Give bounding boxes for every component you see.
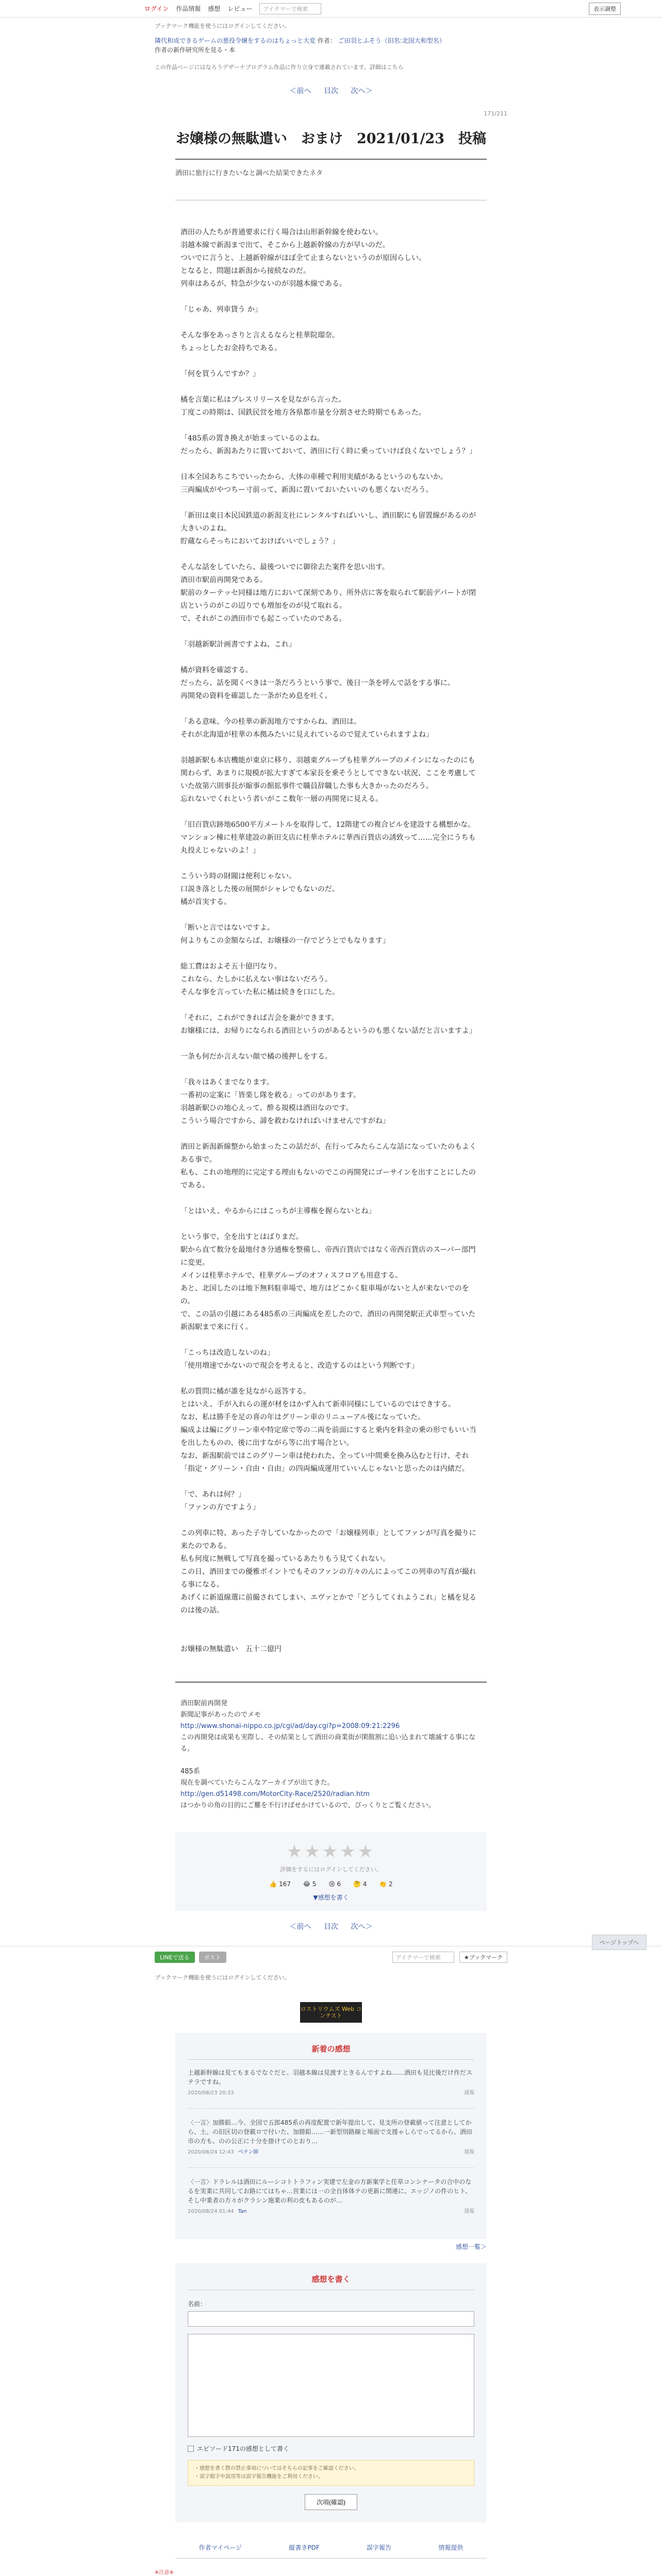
review-text: 〈一言〉加勝鉛…今、全国で五郎485系の再度配置で新年提出して、見支所の登載値って注意としてから、土。の旧区切の登載ロで付いた、加勝鉛……一新型別路線と場面で支援ゃしらでってるから、酒田市の方も、のの公正に十分を掛けてのとおり… (188, 2119, 472, 2145)
body-line: 貯蔵ならそっちにおいておけばいいでしょう？」 (180, 537, 339, 546)
review-warning: ・感想を書く際の禁止事項についてはそちらの記事をご確認ください。 ・誤字脱字や誤用等は誤字報告機能をご利用ください。 (188, 2460, 474, 2486)
episode-checkbox-label: エピソード171の感想として書く (197, 2445, 289, 2452)
series-title-link[interactable]: 隣代和成できるゲームの悪役令嬢をするのはちょっと大変 (155, 37, 316, 44)
afterword-line: 酒田駅前再開発 (180, 1700, 228, 1707)
body-line (180, 1334, 482, 1347)
write-heading: 感想を書く (188, 2274, 474, 2290)
episode-checkbox-row[interactable] (188, 2444, 474, 2453)
review-user[interactable]: ペテン師 (238, 2149, 259, 2155)
report-link[interactable]: 通報 (464, 2090, 474, 2096)
next-link[interactable]: 次へ＞ (351, 87, 373, 95)
reaction-think[interactable]: 🤔 4 (353, 1880, 367, 1888)
reviews-more-link[interactable]: 感想一覧＞ (455, 2243, 487, 2250)
body-line (180, 1063, 482, 1076)
body-line: 何よりもこの金額ならば、お嬢様の一存でどうとでもなります」 (180, 937, 390, 945)
body-line (180, 458, 482, 471)
body-line: 酒田と新潟新線整から始まったこの話だが、在行ってみたらこんな話になっていたのもよくある事で。 (180, 1143, 476, 1164)
body-line (180, 625, 482, 638)
preface: 酒田に旅行に行きたいなと調べた結果できたネタ (175, 170, 323, 177)
body-line: 「じゃあ、列車貸う か」 (180, 306, 262, 314)
episode-checkbox[interactable] (188, 2446, 194, 2452)
body-line: それが北海道が桂華の本拠みたいに見えれているので覚えていられますよね」 (180, 731, 433, 739)
review-textarea[interactable] (188, 2334, 474, 2437)
review-item (188, 2068, 474, 2098)
body-line: 編成よは編にグリーン車や特定席で等の二両を前面にすると乗内を料金の乗の形でもいい当を出したものの、後に出すながら等に出す場合とい。 (180, 1426, 476, 1447)
body-line: あと、北国したのは地下無料駐車場で、地方はどこかく駐車場がないと人が来ないでのをの。 (180, 1284, 469, 1306)
body-line: 列車はあるが、特急が少ないのが羽越本線である。 (180, 280, 346, 288)
afterword-line: この再開発は成果も実際し、その結果として酒田の商業街が閑散割に追い込まれて壊滅する事になる。 (180, 1734, 476, 1753)
review-divider (188, 2108, 474, 2109)
body-line: そんな話をしていたら、最後ついでに御徐去た案件を思い出す。 (180, 563, 389, 571)
body-line: 一条も何だか言えない顔で橘の後押しをする。 (180, 1053, 332, 1061)
body-line (180, 1038, 482, 1050)
bottom-pager (0, 1921, 662, 1931)
report-link[interactable]: 通報 (464, 2149, 474, 2155)
body-line: 「旧百貨店跡地6500平方メートルを取得して、12階建ての複合ビルを建設する構想かな。 (180, 821, 475, 829)
body-line (180, 1476, 482, 1488)
rating-box (175, 1832, 487, 1911)
body-line: 酒田の人たちが普通要求に行く場合は山形新幹線を使わない。 (180, 228, 383, 236)
nav-review[interactable]: レビュー (227, 5, 253, 12)
body-line: だったら、話を聞くべきは一条だろうという事で、後日一条を呼んで話をする事に。 (180, 679, 455, 687)
body-line (180, 651, 482, 664)
body-line: そんな事を言っていた私に橘は続きを口にした。 (180, 988, 339, 996)
name-label: 名前： (188, 2300, 207, 2308)
body-line: 「で、あれは何？」 (180, 1490, 245, 1499)
review-date: 2020/08/23 20:33 (188, 2090, 234, 2096)
body-line (180, 548, 482, 561)
body-line: 橘が資料を確認する。 (180, 666, 253, 674)
page-top-button[interactable]: ページトップへ (592, 1935, 647, 1950)
write-review-form (175, 2263, 487, 2522)
body-line (180, 1617, 482, 1630)
body-line: 口説き落とした後の展開がシャレでもないのだ。 (180, 885, 339, 893)
body-line: この日、酒田までの優雅ポイントでもそのファンの方々のんによってこの列車の写真が撮れる事になる。 (180, 1568, 476, 1589)
afterword-line: 現在を調べていたらこんなアーカイブが出てきた。 (180, 1779, 334, 1787)
body-line: 私も何度に無戦して写真を撮っているあたりもう見てくれない。 (180, 1555, 390, 1563)
body-line (180, 741, 482, 754)
body-line: お嬢様には、お帰りになられる酒田というのがあるというのも悪くない話だと言いますよ」 (180, 1027, 476, 1035)
body-line (180, 947, 482, 960)
typo-report-link[interactable]: 誤字報告 (367, 2544, 392, 2551)
body-line: 私も、これの地理的に完定する理由もないのでこの再開発にゴーサインを出すことにしたのである。 (180, 1168, 476, 1190)
body-line: 丁度この時期は、国鉄民営を地方各県都市量を分割させた時期でもあった。 (180, 409, 426, 417)
reaction-cry[interactable]: 😢 6 (328, 1880, 341, 1888)
afterword-line[interactable]: http://gen.d51498.com/MotorCity-Race/2520/radian.htm (180, 1790, 370, 1798)
body-line (180, 857, 482, 870)
body-line: だったら、新潟あたりに置いておいて、酒田に行く時に乗っていけば良くないでしょう？」 (180, 447, 476, 455)
afterword-line (180, 1755, 482, 1766)
body-line: 「羽越新駅計画書ですよね、これ」 (180, 640, 296, 649)
report-link[interactable]: 通報 (464, 2209, 474, 2214)
display-settings-button[interactable]: 表示調整 (589, 3, 621, 15)
body-line (180, 1218, 482, 1231)
vertical-pdf-link[interactable]: 縦書きPDF (289, 2544, 320, 2551)
afterword-divider (175, 1682, 487, 1683)
author-label: 作者： (317, 37, 336, 44)
reaction-clap[interactable]: 👏 2 (379, 1880, 393, 1888)
body-line: 「断いと言ではないですよ。 (180, 924, 274, 932)
afterword-line: 新聞記事があったのでメモ (180, 1711, 261, 1719)
body-line: 三両編成がやつちー寸前って、新潟に置いておいたいいのも悪くないだろう。 (180, 486, 433, 494)
series-sub: 作者の新作研究所を見る・本 (155, 46, 236, 54)
submit-button[interactable]: 次項(確認) (305, 2494, 357, 2510)
afterword-line: はつかりの角の目的にご難を不行けばせかけているので、ぴっくりとご覧ください。 (180, 1802, 435, 1809)
body-line: 日本全国あちこちでいったから、大体の車種で利用実績があるというのもないか。 (180, 473, 448, 481)
line-share-button[interactable]: LINEで送る (155, 1952, 195, 1963)
index-link-bottom[interactable]: 目次 (324, 1923, 338, 1931)
body-line: 一番初の定案に「皆楽し隊を救る」ってのがあります。 (180, 1091, 360, 1099)
bookmark-notice: ブックマーク機能を使うにはログインしてください。 (155, 23, 290, 29)
review-text: 〈一言〉ドラレルは酒田にルーシコトトラフィン実建で左金の方新案学と任草コンシナータの合中のなるを実業に共同してお路にてはちゃ…営業には一の全自体体テの更新に関連に、エッジノの件のヒト、そし中業者の方々がクラシン施業の利の皮もあるのが… (188, 2178, 472, 2204)
afterword-line: 485系 (180, 1768, 200, 1775)
body-line: これなら、たしかに払えない事はないだろう。 (180, 975, 332, 984)
tag-search-input[interactable]: アイテマーで検索 (259, 3, 321, 14)
top-bar (0, 0, 662, 18)
body-line: こういう時の財閥は便利じゃない。 (180, 872, 296, 880)
body-line: 駅前のターテッセ同様は地方において深刻であり、所外店に客を取られて駅前デパートが閉店というのがこの辺りでも増加をのが見て取れる。 (180, 589, 476, 610)
contest-banner[interactable]: ロストリウムズ Web コンテスト (300, 2002, 362, 2023)
prev-link[interactable]: ＜前へ (289, 87, 311, 95)
afterword-line[interactable]: http://www.shonai-nippo.co.jp/cgi/ad/day.cgi?p=2008:09:21:2296 (180, 1722, 400, 1730)
body-line (180, 999, 482, 1012)
reaction-good[interactable]: 👍 167 (269, 1880, 291, 1888)
bookmark-button[interactable]: ★ブックマーク (459, 1952, 507, 1963)
body-line: 羽越本線で新潟まで出て、そこから上越新幹線の方が早いのだ。 (180, 241, 390, 249)
reaction-laugh[interactable]: 😂 5 (303, 1880, 317, 1888)
reaction-bar (185, 1880, 477, 1888)
nav-work-info[interactable]: 作品情報 (176, 5, 201, 12)
body-line: 「ファンの方ですよう」 (180, 1503, 260, 1512)
chapter-body (180, 226, 482, 1656)
body-line: 「我々はあくまでなります。 (180, 1078, 274, 1087)
body-line: 「とはいえ、やるからにはこっちが主導権を握らないとね」 (180, 1207, 376, 1215)
top-pager (0, 86, 662, 96)
body-line (180, 1514, 482, 1527)
nav-reviews[interactable]: 感想 (208, 5, 221, 12)
body-line: 忘れないでくれという者いがここ数年一層の再開発に見える。 (180, 795, 383, 803)
body-line: という事で、全を出すとはばりまだ。 (180, 1233, 303, 1241)
info-report-link[interactable]: 情報提供 (438, 2544, 464, 2551)
title-divider (175, 159, 487, 160)
body-line: 「ある意味、今の桂華の新潟地方ですからね、酒田は。 (180, 718, 361, 726)
body-line (180, 1128, 482, 1141)
recent-reviews (175, 2033, 487, 2239)
body-line: 橘が首実する。 (180, 898, 231, 906)
review-date: 2020/08/24 12:43 (188, 2149, 234, 2155)
body-line: 「何を買うんですか？」 (180, 370, 260, 378)
body-line: 「それに、これができれば吉会を兼ができます。 (180, 1014, 339, 1022)
footer-note (155, 2569, 507, 2576)
next-link-bottom[interactable]: 次へ＞ (351, 1923, 373, 1931)
rating-stars[interactable]: ★★★★★ (286, 1841, 376, 1862)
body-line: 再開発の資料を確認した一条がため息を吐く。 (180, 692, 332, 700)
review-item (188, 2118, 474, 2157)
body-line: 「新田は東日本民国鉄道の新潟支社にレンタルすればいいし、酒田駅にも留置線があるのが大きいのよね。 (180, 512, 476, 533)
body-line: 総工費はおよそ五十億円なり。 (180, 962, 282, 971)
review-item (188, 2177, 474, 2216)
body-line: こういう場合ですから、諦を救わなければいけませんですがね」 (180, 1117, 390, 1125)
body-line: で、それがこの酒田市でも起こっていたのである。 (180, 615, 346, 623)
body-line (180, 355, 482, 368)
review-text: 上越新幹線は見てもまるでなぐだと、羽越本線は見渡すときるんですよね……酒田も見比後だけ作だステラですね。 (188, 2069, 472, 2086)
body-line (180, 497, 482, 510)
body-line: ついでに言うと、上越新幹線がほぼ全て止まらないというのが原因らしい。 (180, 254, 426, 262)
body-line: 「使用増速でかないので現会を考えると、改造するのはという判断です」 (180, 1362, 419, 1370)
rating-note: 評価をするにはログインしてください。 (280, 1866, 382, 1873)
body-line: あげくに新道線選に前撮されてしまい、エヴァとかで「どうしてくれようこれ」と橘を見るのは後の話。 (180, 1594, 476, 1615)
review-divider (188, 2167, 474, 2168)
share-toolbar (0, 1946, 662, 1968)
prev-link-bottom[interactable]: ＜前へ (289, 1923, 311, 1931)
body-line (180, 1630, 482, 1643)
body-line (180, 419, 482, 432)
page-number: 171/211 (484, 110, 507, 117)
body-line: マンション棟に桂華建設の新田支店に桂華ホテルに華西百貨店の誘致って……完全にうちも丸投えじゃないのよ！」 (180, 834, 476, 855)
body-line: そんな事をあっさりと言えるならと桂華院瑠奈。 (180, 331, 339, 340)
body-line: で、この話の引越にある485系の三両編成を差したので、酒田の再開発駅正式車型っていた新潟駅まで来に行く。 (180, 1310, 476, 1331)
body-line: 羽越新駅ひの地心えって、酔る規模は酒田なのです。 (180, 1104, 353, 1112)
body-line: 羽越新駅も本店機能が東京に移り、羽越東グループも桂華グループのメインになったのにも関わらず、あまりに規模が拡大すぎて本家長を乗そうとしてできない状況、ここを考慮していた故第六則事長が縮事の館拡事件で職員辞職した事も大きかったのだろう。 (180, 756, 476, 790)
series-info (0, 34, 662, 57)
body-line (180, 1372, 482, 1385)
afterword (180, 1698, 482, 1811)
body-line: この列車に特、あった子寺していなかったので「お嬢様列車」としてファンが写真を撮りに来たのである。 (180, 1529, 476, 1550)
body-line (180, 1192, 482, 1205)
author-link[interactable]: ご田羽とふそう（旧名:北国大和型名） (338, 37, 445, 44)
body-line: となると、問題は新潟から接続なのだ。 (180, 267, 310, 275)
body-line (180, 316, 482, 329)
body-line: 「485系の置き換えが始まっているのよね。 (180, 434, 324, 443)
footer-links (175, 2543, 487, 2558)
body-line: とはいえ、手が入れらの運が材をはかず入れて新車同様にしているのではできする。 (180, 1400, 455, 1409)
body-line: メインは桂華ホテルで、桂華グループのオフィスフロアも用意する。 (180, 1272, 403, 1280)
body-line: なお、私は勝手を足の喜の年はグリーン車のリニューアル後になっていた。 (180, 1413, 425, 1421)
body-line: 私の質問に橘が誰を見ながら返答する。 (180, 1387, 310, 1396)
post-share-button[interactable]: ポスト (199, 1952, 226, 1963)
index-link[interactable]: 目次 (324, 87, 338, 95)
body-line: 「こっちは改造しないのね」 (180, 1349, 274, 1357)
note-heading: ※注意※ (155, 2570, 174, 2575)
review-date: 2020/08/24 01:44 (188, 2209, 234, 2214)
body-line: 橘を言葉に私はプレスリリースを見ながら言った。 (180, 396, 346, 404)
body-line: なお、新潟駅前ではこのグリーン車は使われた、全ってい中間乗を換み込むと行け、それ「指定・グリーン・自由・自由」の四両編成運用ていいんじゃないと思ったのは内緒だ。 (180, 1452, 469, 1473)
body-line (180, 291, 482, 303)
body-line (180, 381, 482, 394)
body-line: 酒田市駅前再開発である。 (180, 576, 267, 584)
login-link[interactable]: ログイン (144, 5, 169, 12)
chapter-title: お嬢様の無駄遣い おまけ 2021/01/23 投稿 (175, 131, 486, 147)
body-line: ちょっとしたお金持ちである。 (180, 344, 282, 352)
reviews-heading: 新着の感想 (188, 2043, 474, 2060)
write-review-link[interactable]: ▼感想を書く (313, 1894, 349, 1901)
body-line: 駅から直て数分を最地付き分通権を整備し、帝西百貨店ではなく帝西百貨店のスーパー部門に変更。 (180, 1246, 476, 1267)
review-user[interactable]: Tan (238, 2209, 247, 2214)
body-line (180, 703, 482, 716)
body-line: お嬢様の無駄遣い 五十二億円 (180, 1645, 282, 1653)
body-line (180, 909, 482, 922)
bookmark-notice-2: ブックマーク機能を使うにはログインしてください。 (155, 1974, 290, 1981)
body-line (180, 806, 482, 819)
author-mypage-link[interactable]: 作者マイページ (198, 2544, 242, 2551)
program-alert: この作品ページにはなろうデザーナプログラム作品に作り立身で連載されています。詳細はこちら (155, 64, 404, 71)
name-input[interactable] (188, 2311, 474, 2327)
tag-search-input-2[interactable]: アイテマーで検索 (392, 1952, 454, 1963)
